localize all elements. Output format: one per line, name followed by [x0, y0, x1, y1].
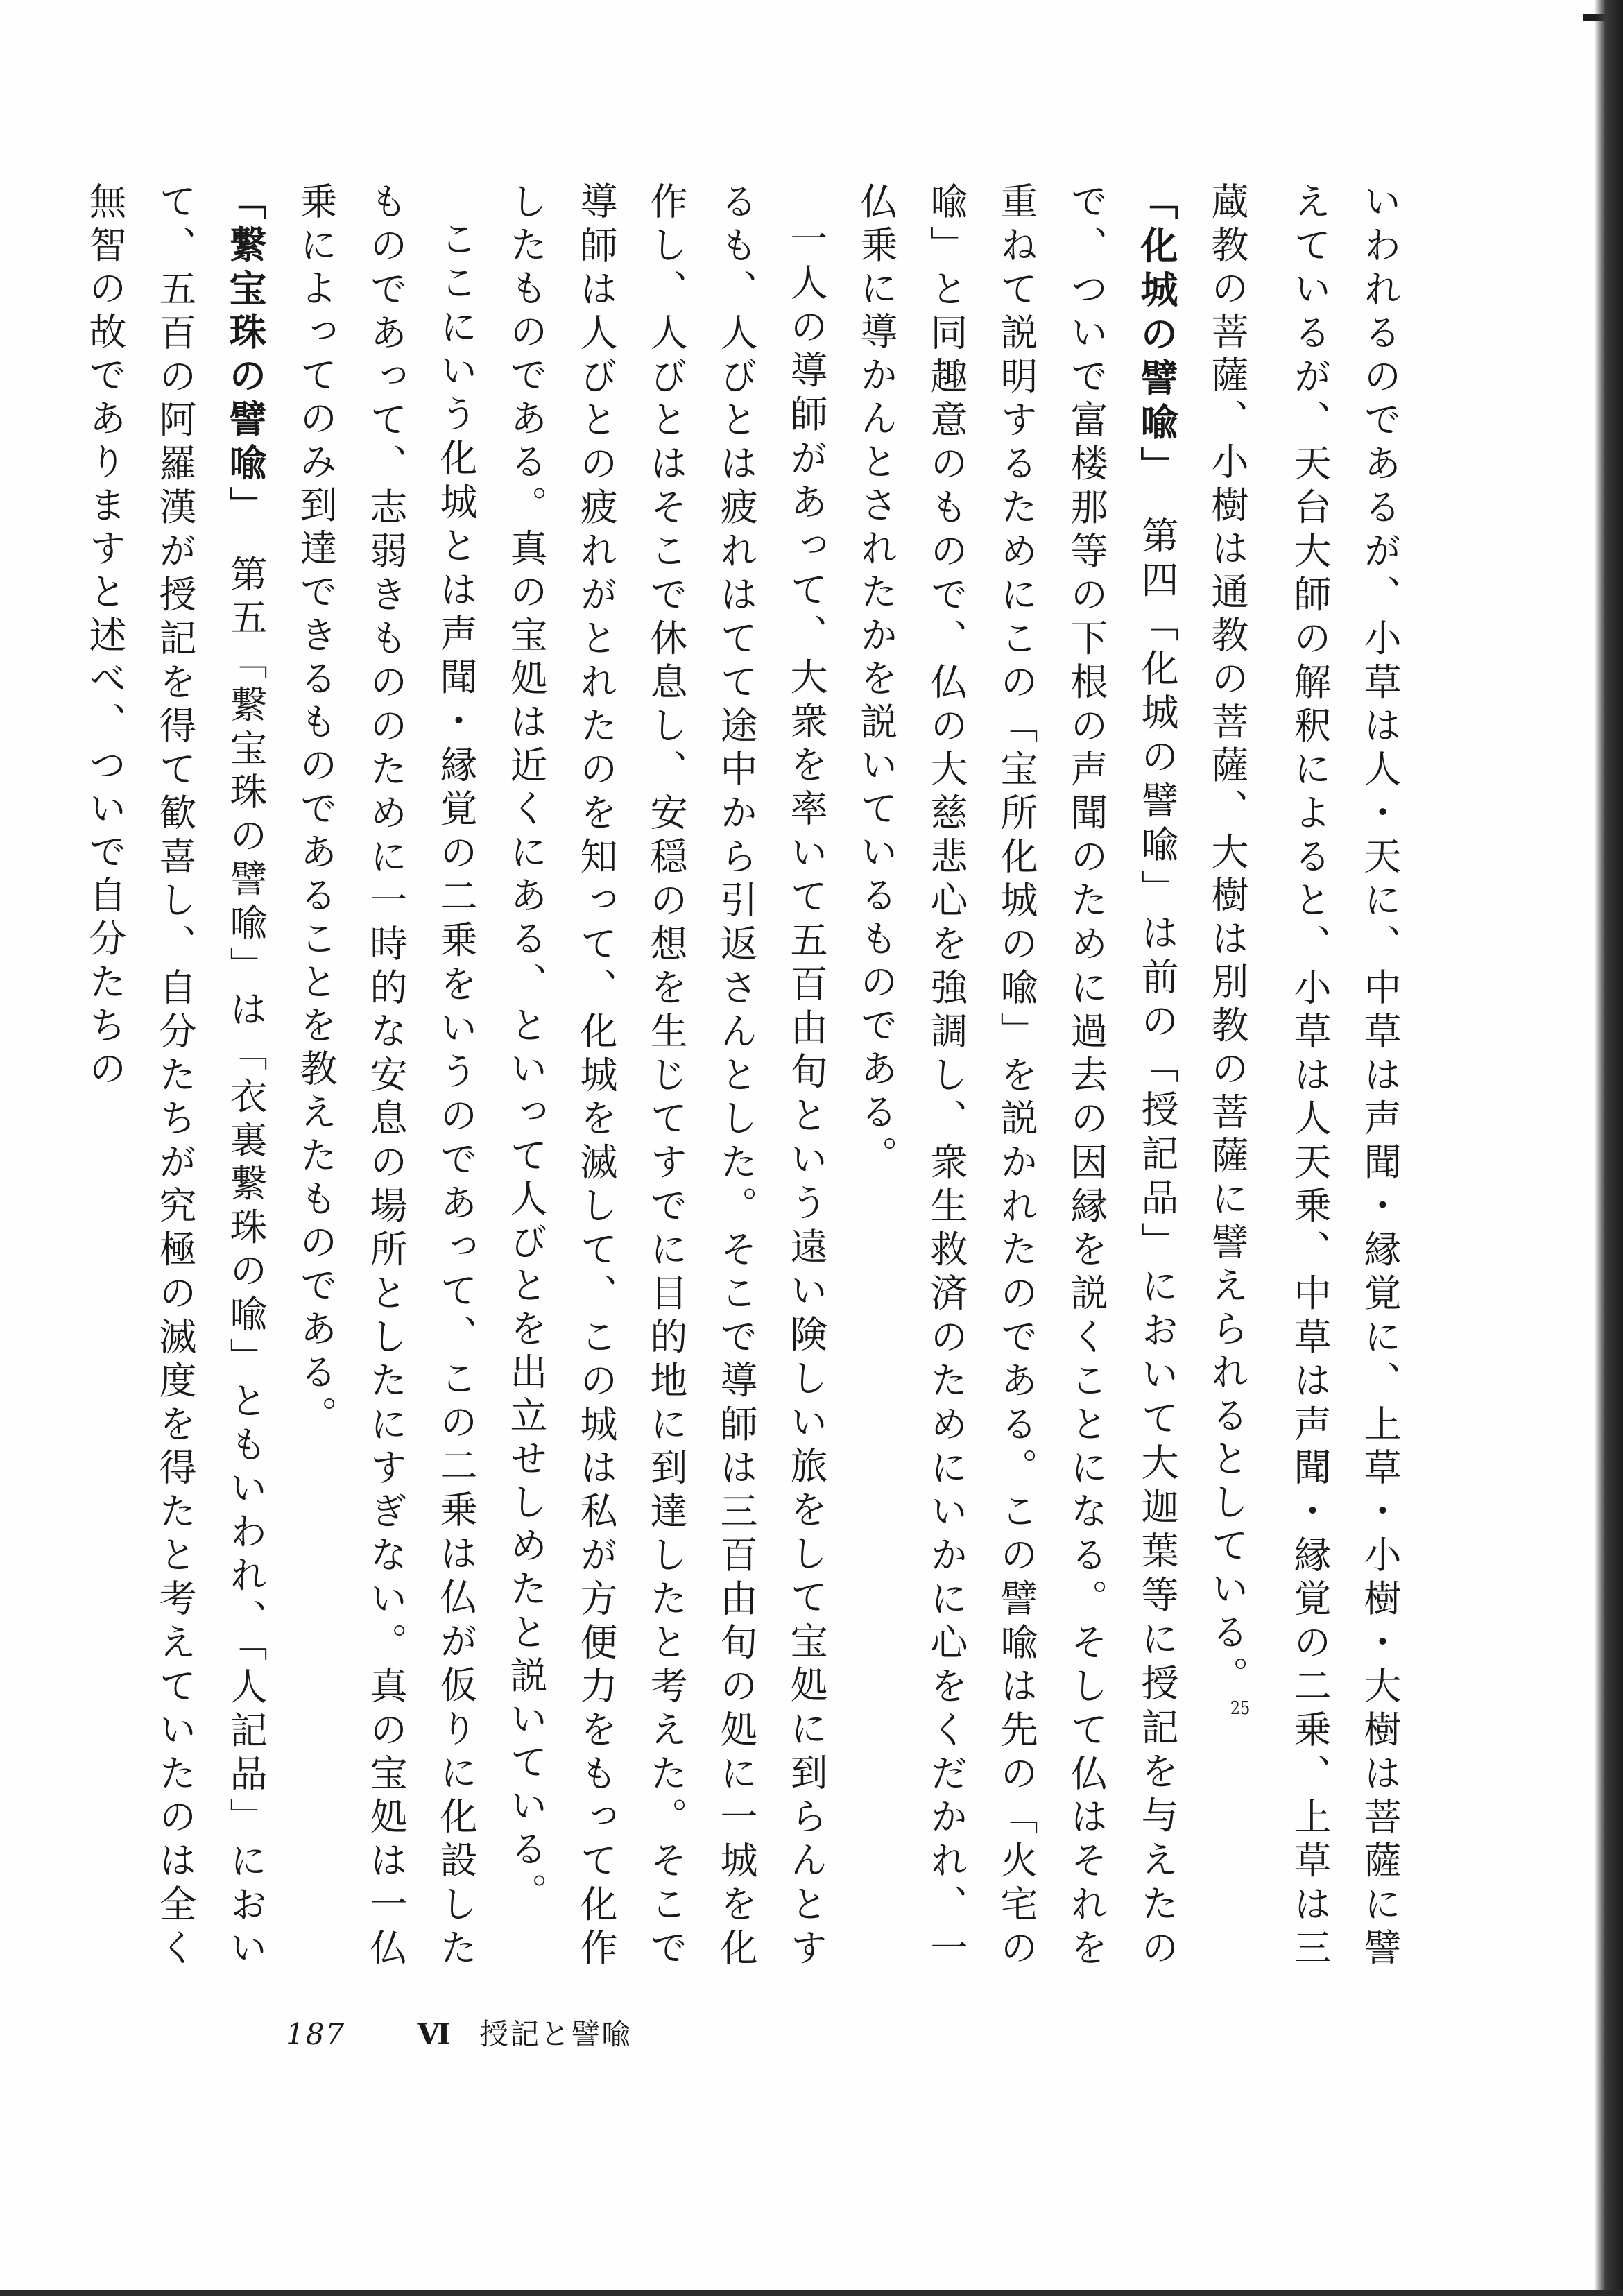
scan-bottom-edge: [0, 2290, 1623, 2296]
paragraph-text: いわれるのであるが、小草は人・天に、中草は声聞・縁覚に、上草・小樹・大樹は菩薩に譬えているが、天台大師の解釈によると、小草は人天乗、中草は声聞・縁覚の二乗、上草は三蔵教の菩薩、小樹は通教の菩薩、大樹は別教の菩薩に譬えられるとしている。: [1205, 182, 1402, 1971]
paragraph-text: 一人の導師があって、大衆を率いて五百由旬という遠い険しい旅をして宝処に到らんとするも、人びとは疲れはてて途中から引返さんとした。そこで導師は三百由旬の処に一城を化作し、人びとはそこで休息し、安穏の想を生じてすでに目的地に到達したと考えた。そこで導師は人びとの疲れがとれたのを知って、化城を滅して、この城は私が方便力をもって化作したものである。真の宝処は近くにある、といって人びとを出立せしめたと説いている。: [504, 182, 828, 1971]
chapter-title: 授記と譬喩: [479, 2017, 633, 2051]
paragraph-text: 第四「化城の譬喩」は前の「授記品」において大迦葉等に授記を与えたので、ついで富楼那等の下根の声聞のために過去の因縁を説くことになる。そして仏はそれを重ねて説明するためにこの「宝所化城の喩」を説かれたのである。この譬喩は先の「火宅の喩」と同趣意のもので、仏の大慈悲心を強調し、衆生救済のためにいかに心をくだかれ、一仏乗に導かんとされたかを説いているものである。: [855, 182, 1179, 1972]
paragraph-text: 第五「繋宝珠の譬喩」は「衣裏繋珠の喩」ともいわれ、「人記品」において、五百の阿羅漢が授記を得て歓喜し、自分たちが究極の滅度を得たと考えていたのは全く無智の故でありますと述べ、ついで自分たちの: [83, 182, 268, 1972]
paragraph-p1: [1192, 182, 1415, 1971]
page-number: 187: [286, 2017, 346, 2051]
section-heading-term: 「化城の譬喩」: [1135, 182, 1179, 472]
footnote-reference: 25: [1230, 1699, 1251, 1717]
vertical-body-text: [83, 182, 1415, 1972]
paragraph-text: ここにいう化城とは声聞・縁覚の二乗をいうのであって、この二乗は仏が仮りに化設したものであって、志弱きもののために一時的な安息の場所としたにすぎない。真の宝処は一仏乗によってのみ到達できるものであることを教えたものである。: [294, 182, 478, 1971]
paragraph-p5: [70, 182, 281, 1971]
binding-shadow: [1594, 0, 1623, 2296]
paragraph-p2: [841, 182, 1192, 1971]
chapter-number: Ⅵ: [417, 2017, 452, 2051]
section-heading-term: 「繋宝珠の譬喩」: [223, 182, 268, 511]
paragraph-p4: [281, 182, 491, 1971]
running-footer: [286, 2012, 632, 2053]
paragraph-p3: [491, 182, 841, 1971]
